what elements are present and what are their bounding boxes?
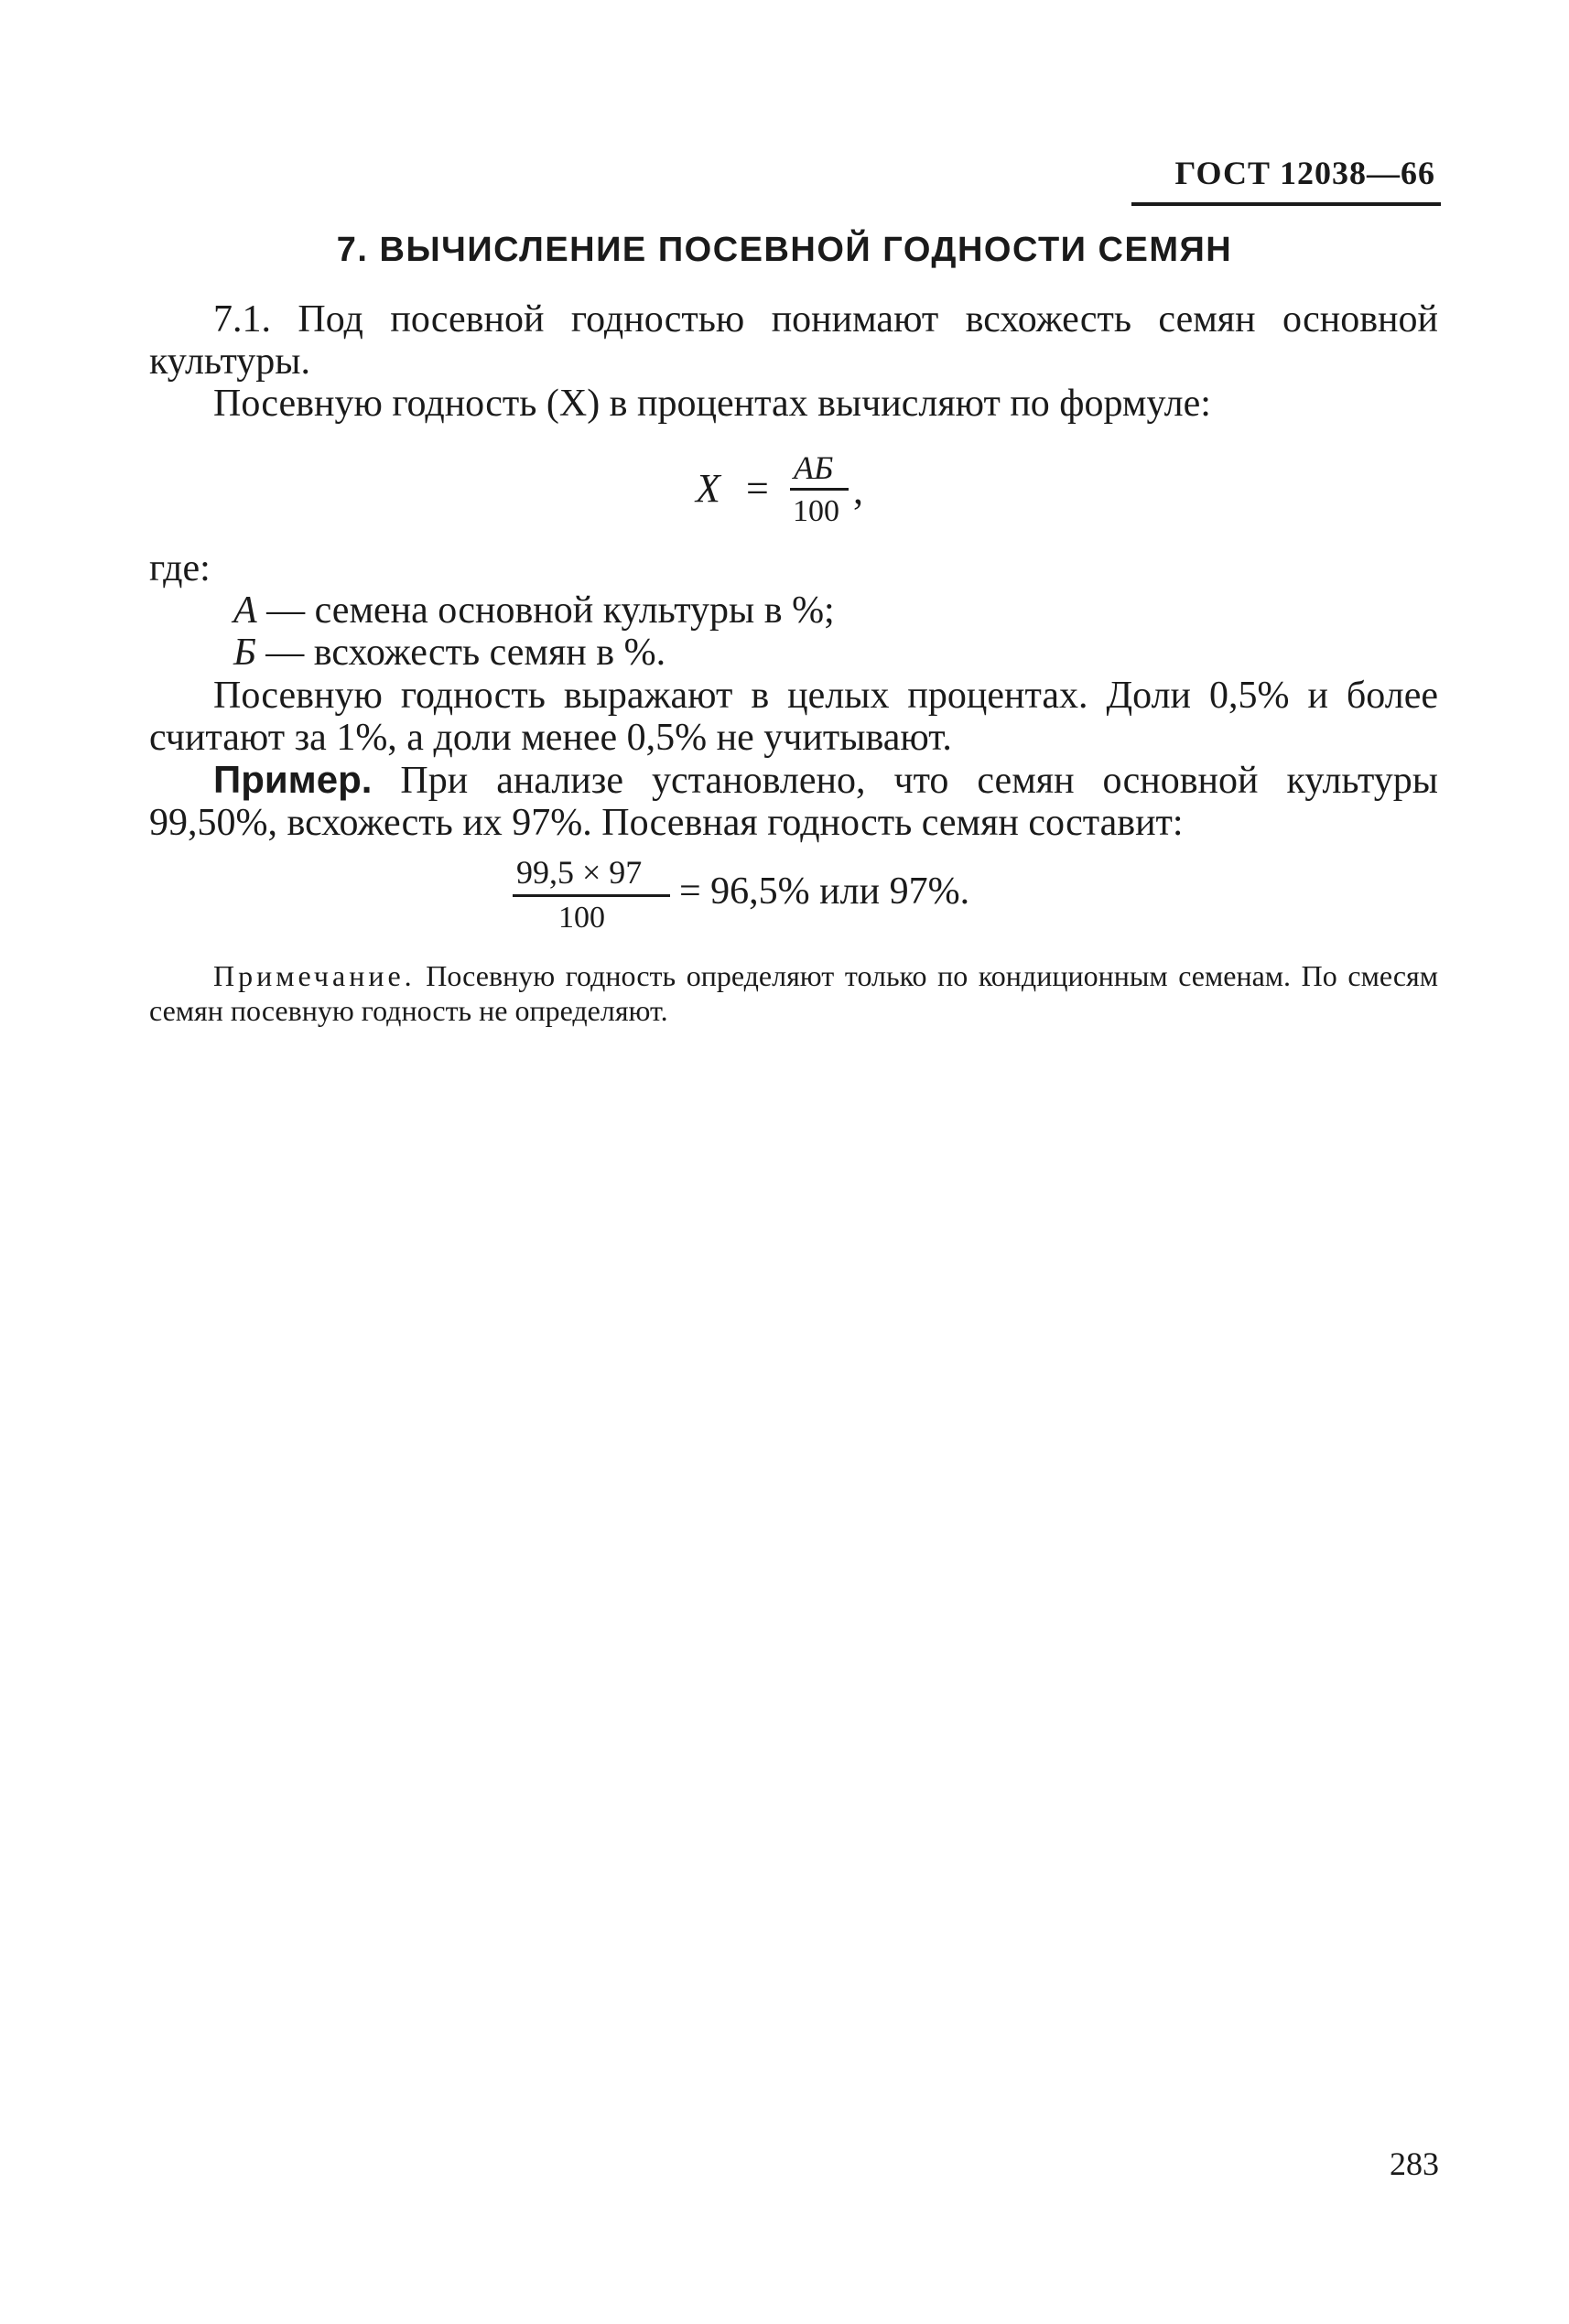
- definition-a: [233, 589, 835, 632]
- where-label: где:: [149, 547, 211, 589]
- example-text: При анализе установлено, что семян основной культуры 99,50%, всхожесть их 97%. Посевная годность семян составит:: [149, 760, 1438, 844]
- paragraph-formula-intro: Посевную годность (X) в процентах вычисляют по формуле:: [213, 383, 1211, 425]
- definition-symbol: Б: [233, 632, 256, 674]
- formula-numerator: АБ: [794, 449, 834, 486]
- example-label: Пример.: [213, 758, 373, 801]
- paragraph-rounding-rule: Посевную годность выражают в целых процентах. Доли 0,5% и более считают за 1%, а доли менее 0,5% не учитывают.: [149, 675, 1438, 759]
- formula-comma: ,: [853, 468, 863, 513]
- note-text: Посевную годность определяют только по кондиционным семенам. По смесям семян посевную годность не определяют.: [149, 959, 1438, 1027]
- formula-denominator: 100: [793, 494, 839, 528]
- page-number: 283: [1390, 2146, 1439, 2182]
- section-title: 7. ВЫЧИСЛЕНИЕ ПОСЕВНОЙ ГОДНОСТИ СЕМЯН: [336, 231, 1233, 269]
- header-rule: [1131, 202, 1441, 206]
- definition-text: — семена основной культуры в %;: [256, 589, 835, 632]
- formula-sowing-fitness: [696, 449, 970, 558]
- paragraph-example: [149, 759, 1438, 844]
- paragraph-definition: 7.1. Под посевной годностью понимают всхожесть семян основной культуры.: [149, 298, 1438, 383]
- standard-code: ГОСТ 12038—66: [1174, 155, 1435, 191]
- note: [149, 958, 1438, 1028]
- formula-denominator: 100: [558, 901, 605, 935]
- note-label: Примечание.: [213, 959, 416, 992]
- definition-symbol: А: [233, 589, 257, 632]
- definition-text: — всхожесть семян в %.: [255, 632, 666, 674]
- definition-b: [233, 632, 665, 674]
- formula-example: [513, 853, 1153, 945]
- formula-numerator: 99,5 × 97: [516, 854, 643, 891]
- formula-equals: =: [746, 466, 769, 511]
- fraction-bar: [790, 488, 849, 491]
- formula-result: = 96,5% или 97%.: [679, 870, 970, 913]
- formula-lhs: X: [696, 466, 720, 511]
- fraction-bar: [513, 894, 670, 897]
